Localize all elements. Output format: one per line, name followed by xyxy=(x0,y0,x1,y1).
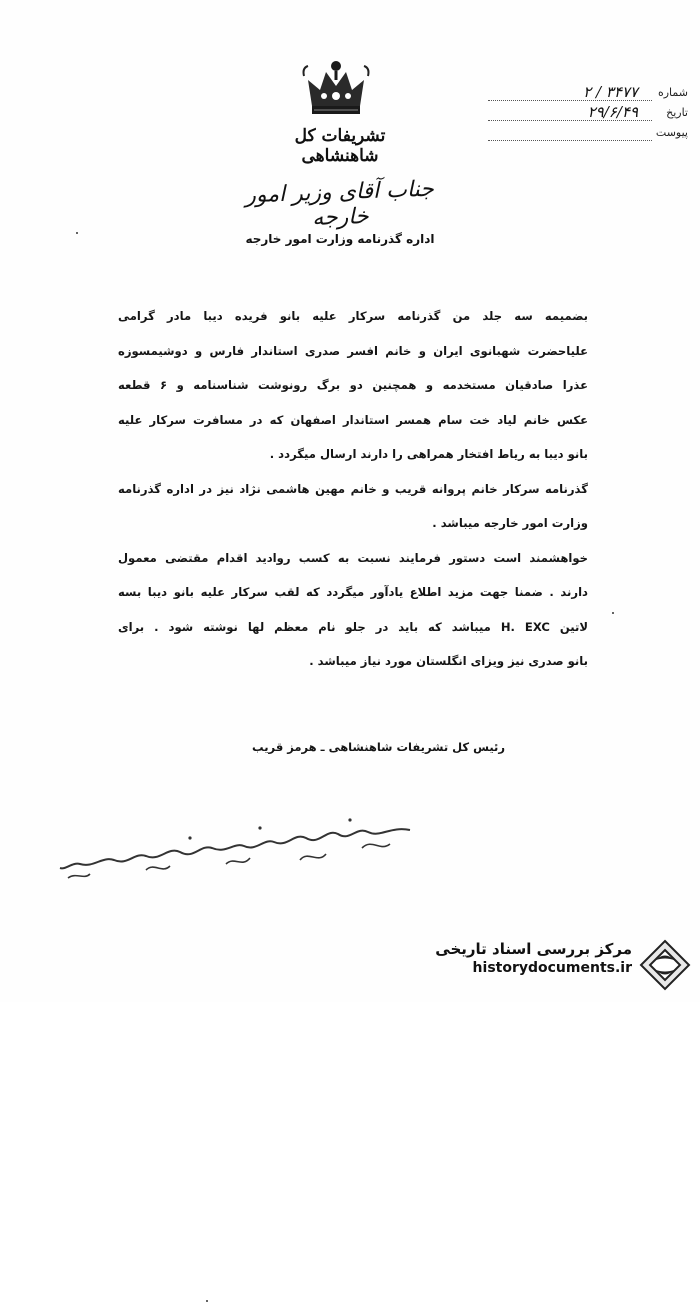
body-line: خواهشمند است دستور فرمایند نسبت به کسب روادید اقدام مقتضی معمول xyxy=(118,550,588,565)
body-line: بضمیمه سه جلد من گذرنامه سرکار علیه بانو فریده دیبا مادر گرامی xyxy=(118,309,588,323)
reference-number-label: شماره xyxy=(657,86,688,99)
watermark-text xyxy=(402,940,632,976)
body-line: بانو دیبا به ریاط افتخار همراهی را دارند ارسال میگردد . xyxy=(269,447,588,461)
handwritten-note xyxy=(50,808,420,888)
department-line: اداره گذرنامه وزارت امور خارجه xyxy=(245,232,435,246)
body-line: بانو صدری نیز ویزای انگلستان مورد نیاز میباشد . xyxy=(309,654,588,668)
archive-logo-icon xyxy=(638,938,692,992)
reference-attachment-label: پیوست xyxy=(655,126,688,139)
reference-date-label: تاریخ xyxy=(666,106,688,119)
body-line: علیاحضرت شهبانوی ایران و خانم افسر صدری استاندار فارس و دوشیمسوزه xyxy=(118,343,588,358)
body-line: دارند . ضمنا جهت مزید اطلاع یادآور میگردد که لقب سرکار علیه بانو دیبا بسه xyxy=(118,585,588,599)
signature-line: رئیس کل تشریفات شاهنشاهی ـ هرمز قریب xyxy=(252,740,505,754)
reference-number-row xyxy=(478,83,688,106)
body-line: عکس خانم لیاد خت سام همسر استاندار اصفهان که در مسافرت سرکار علیه xyxy=(118,412,588,427)
watermark-site: historydocuments.ir xyxy=(472,960,632,976)
reference-line xyxy=(488,140,652,141)
body-line: لاتین H. EXC میباشد که باید در جلو نام معظم لها نوشته شود . برای xyxy=(118,619,588,634)
reference-block xyxy=(478,83,688,146)
scan-speck xyxy=(76,232,78,234)
reference-date-row xyxy=(478,103,688,126)
salutation: جناب آقای وزیر امور خارجه xyxy=(244,176,435,231)
watermark-title: مرکز بررسی اسناد تاریخی xyxy=(435,940,632,958)
reference-attachment-row xyxy=(478,126,688,146)
body-line: وزارت امور خارجه میباشد . xyxy=(432,516,588,530)
reference-number-value: ۳۴۷۷ / ۲ xyxy=(583,83,638,101)
body-line: گذرنامه سرکار خانم پروانه قریب و خانم مهین هاشمی نژاد نیز در اداره گذرنامه xyxy=(118,481,588,496)
organization-title: تشریفات کل شاهنشاهی xyxy=(294,126,386,166)
crown-emblem-icon xyxy=(300,58,372,118)
scan-speck xyxy=(612,612,614,614)
letter-body xyxy=(118,306,588,686)
body-line: عذرا صادقیان مستخدمه و همچنین دو برگ رونوشت شناسنامه و ۶ قطعه xyxy=(118,378,588,392)
archive-watermark xyxy=(412,934,700,998)
reference-date-value: ۲۹/۶/۴۹ xyxy=(587,103,638,121)
